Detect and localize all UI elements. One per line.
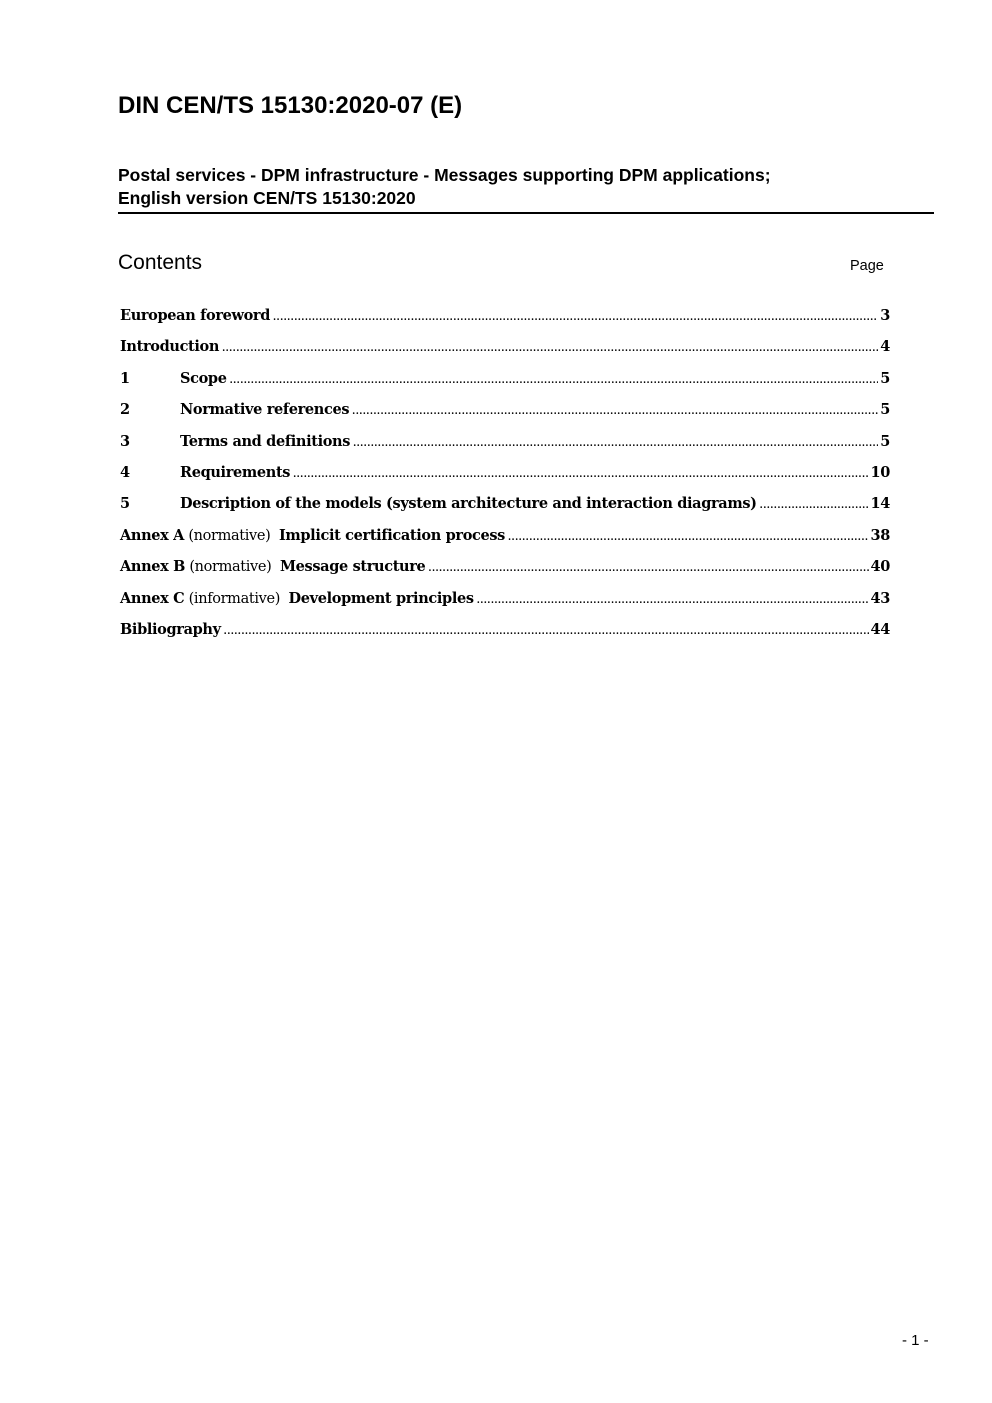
toc-annex-qualifier: (normative) [189, 559, 272, 576]
toc-entry[interactable] [120, 491, 890, 522]
toc-dot-leader [508, 525, 869, 551]
toc-dot-leader [352, 399, 878, 425]
toc-entry-label [120, 334, 219, 360]
document-subtitle [118, 164, 934, 214]
toc-dot-leader [273, 305, 878, 331]
toc-entry[interactable] [120, 303, 890, 334]
toc-dot-leader [760, 493, 869, 519]
toc-entry-page: 38 [870, 526, 890, 544]
toc-entry-page: 14 [870, 495, 890, 513]
toc-entry-page: 5 [880, 401, 890, 419]
toc-annex-label: Annex B [120, 558, 186, 576]
table-of-contents [120, 303, 890, 648]
contents-heading: Contents [118, 251, 203, 274]
toc-annex-qualifier: (informative) [188, 590, 281, 607]
toc-entry-number: 3 [120, 432, 130, 450]
toc-entry-title: Message structure [279, 558, 426, 576]
toc-entry-page: 43 [870, 589, 890, 607]
toc-entry-label [180, 491, 757, 517]
toc-entry-label [180, 429, 350, 455]
toc-entry-label [120, 303, 270, 329]
toc-entry[interactable] [120, 617, 890, 648]
toc-entry-title: Terms and definitions [180, 432, 351, 450]
toc-entry-title: Scope [180, 369, 227, 387]
toc-entry-page: 5 [880, 432, 890, 450]
toc-entry-number: 2 [120, 401, 130, 419]
toc-entry-page: 40 [870, 558, 890, 576]
toc-entry-title: Implicit certification process [278, 526, 506, 544]
toc-dot-leader [222, 336, 878, 362]
toc-dot-leader [428, 556, 868, 582]
subtitle-line-1: Postal services - DPM infrastructure - Messages supporting DPM applications; [118, 165, 771, 185]
toc-entry[interactable] [120, 334, 890, 365]
toc-entry[interactable] [120, 397, 890, 428]
toc-entry-title: Requirements [180, 463, 291, 481]
toc-entry-number: 1 [120, 369, 130, 387]
toc-entry-label [120, 554, 425, 580]
page-number: - 1 - [902, 1332, 929, 1349]
toc-entry[interactable] [120, 523, 890, 554]
subtitle-line-2: English version CEN/TS 15130:2020 [118, 188, 416, 208]
toc-dot-leader [353, 431, 878, 457]
toc-annex-label: Annex A [120, 526, 185, 544]
toc-entry-title: European foreword [120, 307, 271, 324]
toc-entry-title: Development principles [288, 589, 474, 607]
toc-entry-title: Bibliography [120, 620, 221, 638]
toc-entry-label [180, 460, 290, 486]
toc-entry-page: 44 [870, 620, 890, 638]
toc-entry[interactable] [120, 554, 890, 585]
toc-dot-leader [477, 588, 869, 614]
toc-entry-number: 5 [120, 495, 130, 513]
toc-entry[interactable] [120, 460, 890, 491]
toc-entry[interactable] [120, 366, 890, 397]
toc-entry-label [180, 366, 227, 392]
toc-annex-qualifier: (normative) [188, 527, 271, 544]
toc-dot-leader [230, 368, 879, 394]
document-title: DIN CEN/TS 15130:2020-07 (E) [118, 92, 463, 119]
toc-entry-title: Introduction [120, 338, 220, 356]
toc-entry-label [180, 397, 349, 423]
page-column-label: Page [850, 258, 884, 274]
toc-dot-leader [293, 462, 868, 488]
toc-annex-label: Annex C [120, 589, 185, 607]
toc-dot-leader [224, 619, 869, 645]
toc-entry-label [120, 586, 474, 612]
toc-entry-title: Normative references [180, 401, 350, 419]
toc-entry[interactable] [120, 586, 890, 617]
toc-entry-number: 4 [120, 463, 130, 481]
toc-entry-page: 4 [880, 338, 890, 356]
toc-entry-title: Description of the models (system architecture and interaction diagrams) [180, 495, 757, 513]
toc-entry-page: 5 [880, 369, 890, 387]
toc-entry-label [120, 523, 505, 549]
toc-entry-page: 3 [880, 307, 890, 324]
toc-entry-label [120, 617, 221, 643]
toc-entry[interactable] [120, 429, 890, 460]
toc-entry-page: 10 [870, 463, 890, 481]
